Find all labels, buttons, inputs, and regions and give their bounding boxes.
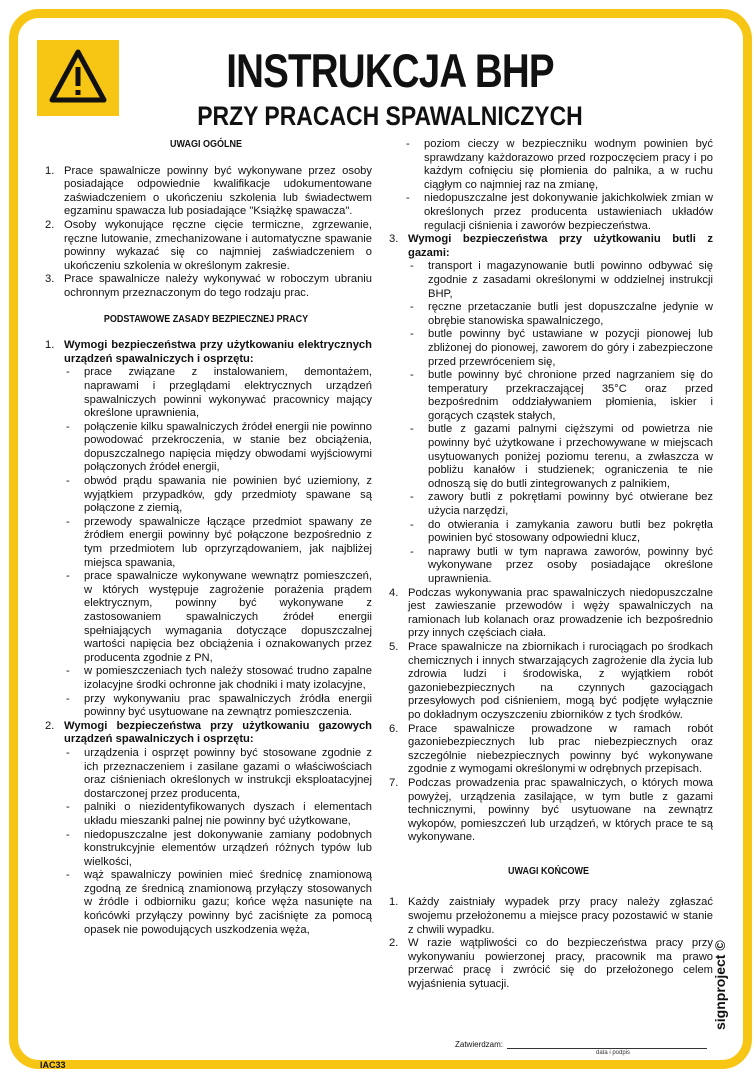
- left-column: [40, 138, 372, 937]
- list-item: 5. Prace spawalnicze na zbiornikach i rurociągach po środkach chemicznych i innych stwarzających zagrożenie dla życia lub zdrowia ludzi i środowiska, z wyjątkiem robót gazoniebezpiecznych na czynnych gazociągach przesyłowych pod ciśnieniem, mogą być podjęte wyłącznie po dokładnym oczyszczeniu zbiorników z tych środków.: [389, 640, 713, 721]
- final-list: [384, 896, 713, 991]
- list-item: 2. Osoby wykonujące ręczne cięcie termiczne, zgrzewanie, ręczne lutowanie, zmechanizowane i automatyczne spawanie powinny wykazać się co najmniej zaświadczeniem o ukończeniu szkolenia w określonym zakresie.: [45, 218, 372, 272]
- page-subtitle: PRZY PRACACH SPAWALNICZYCH: [197, 101, 583, 131]
- list-item: 6. Prace spawalnicze prowadzone w ramach robót gazoniebezpiecznych lub prac niebezpiecznych oraz szczególnie niebezpiecznych powinny być wykonywane zgodnie z wymogami określonymi w odrębnych przepisach.: [389, 722, 713, 776]
- list-item: 2. W razie wątpliwości co do bezpieczeństwa pracy przy wykonywaniu powierzonej pracy, pracownik ma prawo przerwać pracę i zwrócić się do przełożonego celem wyjaśnienia sytuacji.: [389, 937, 713, 991]
- sub-item: - butle z gazami palnymi cięższymi od powietrza nie powinny być użytkowane i przechowywane w miejscach usytuowanych poniżej poziomu terenu, a zwłaszcza w pobliżu kanałów i studzienek; ograniczenia te nie odnoszą się do butli zintegrowanych z palnikiem,: [410, 423, 713, 490]
- list-item: 1. Wymogi bezpieczeństwa przy użytkowaniu elektrycznych urządzeń spawalniczych i osprzętu: - prace związane z instalowaniem, demontażem, naprawami i przeglądami elektrycznych urządzeń spawalniczych powinni wykonywać pracownicy mający określone uprawnienia, - połączenie kilku spawalniczych źródeł energii nie powinno powodować przekroczenia, w stanie bez obciążenia, dopuszczalnego napięcia między obwodami wyjściowymi połączonych źródeł energii, - obwód prądu spawania nie powinien być uziemiony, z wyjątkiem przypadków, gdy przedmioty spawane są połączone z ziemią, - przewody spawalnicze łączące przedmiot spawany ze źródłem energii powinny być połączone bezpośrednio z tym przedmiotem lub oprzyrządowaniem, jak najbliżej miejsca spawania, - prace spawalnicze wykonywane wewnątrz pomieszczeń, w których występuje zagrożenie porażenia prądem elektrycznym, powinny być wykonywane z zastosowaniem spawalniczych źródeł energii spełniających wymagania dotyczące dopuszczalnej wartości napięcia bez obciążenia i oznakowanych przez producenta zgodnie z PN, - w pomieszczeniach tych należy stosować trudno zapalne izolacyjne środki ochronne jak chodniki i maty izolacyjne, - przy wykonywaniu prac spawalniczych źródła energii powinny być usytuowane na zewnątrz pomieszczenia.: [45, 339, 372, 719]
- sub-item: - urządzenia i osprzęt powinny być stosowane zgodnie z ich przeznaczeniem i zasilane gazami o właściwościach oraz ciśnieniach określonych w instrukcji eksploatacyjnej dostarczonej przez producenta,: [66, 746, 372, 800]
- sub-item: - ręczne przetaczanie butli jest dopuszczalne jedynie w obrębie stanowiska spawalniczego,: [410, 301, 713, 327]
- sub-item: - w pomieszczeniach tych należy stosować trudno zapalne izolacyjne środki ochronne jak chodniki i maty izolacyjne,: [66, 665, 372, 691]
- list-item: 1. Prace spawalnicze powinny być wykonywane przez osoby posiadające odpowiednie kwalifikacje udokumentowane zaświadczeniem o ukończeniu szkolenia lub świadectwem egzaminu spawacza lub posiadające "Książkę spawacza".: [45, 164, 372, 218]
- basic-list: [40, 339, 372, 937]
- sub-item: - połączenie kilku spawalniczych źródeł energii nie powinno powodować przekroczenia, w stanie bez obciążenia, dopuszczalnego napięcia między obwodami wyjściowymi połączonych źródeł energii,: [66, 420, 372, 474]
- sub-item: - obwód prądu spawania nie powinien być uziemiony, z wyjątkiem przypadków, gdy przedmioty spawane są połączone z ziemią,: [66, 475, 372, 515]
- list-item: 1. Każdy zaistniały wypadek przy pracy należy zgłaszać swojemu przełożonemu a miejsce pracy pozostawić w stanie z chwili wypadku.: [389, 896, 713, 936]
- section-heading-final: UWAGI KOŃCOWE: [508, 865, 589, 877]
- sub-item: - poziom cieczy w bezpieczniku wodnym powinien być sprawdzany każdorazowo przed rozpoczęciem pracy i po każdym cofnięciu się płomienia do palnika, a w ruchu ciągłym co najmniej raz na zmianę,: [406, 138, 713, 191]
- sub-item: - palniki o niezidentyfikowanych dyszach i elementach układu mieszanki palnej nie powinny być użytkowane,: [66, 801, 372, 827]
- brand-label: signproject ©: [712, 940, 728, 1030]
- warning-triangle-icon: [49, 48, 107, 106]
- section-heading-basic: PODSTAWOWE ZASADY BEZPIECZNEJ PRACY: [103, 313, 309, 325]
- list-item: 2. Wymogi bezpieczeństwa przy użytkowaniu gazowych urządzeń spawalniczych i osprzętu: - urządzenia i osprzęt powinny być stosowane zgodnie z ich przeznaczeniem i zasilane gazami o właściwościach oraz ciśnieniach określonych w instrukcji eksploatacyjnej dostarczonej przez producenta, - palniki o niezidentyfikowanych dyszach i elementach układu mieszanki palnej nie powinny być użytkowane, - niedopuszczalne jest dokonywanie zamiany podobnych konstrukcyjnie elementów urządzeń różnych typów lub wielkości, - wąż spawalniczy powinien mieć średnicę znamionową zgodną ze średnicą znamionową przyłączy stosowanych w źródle i odbiorniku gazu; końce węża nasunięte na końcówki przyłączy powinny być zaciśnięte za pomocą opasek nie powodujących uszkodzenia węża,: [45, 719, 372, 936]
- approval-line: [455, 1040, 707, 1049]
- list-item: 7. Podczas prowadzenia prac spawalniczych, o których mowa powyżej, urządzenia zasilające, w tym butle z gazami technicznymi, powinny być usytuowane na zewnątrz wykopów, pomieszczeń lub urządzeń, w których prace te są wykonywane.: [389, 776, 713, 844]
- list-item: 3. Prace spawalnicze należy wykonywać w roboczym ubraniu ochronnym przeznaczonym do tego rodzaju prac.: [45, 273, 372, 299]
- sub-item: - niedopuszczalne jest dokonywanie jakichkolwiek zmian w określonych przez producenta ustawieniach układów regulacji ciśnienia i zaworów bezpieczeństwa.: [406, 192, 713, 232]
- right-column: [384, 138, 713, 992]
- section-heading-general: UWAGI OGÓLNE: [170, 139, 242, 150]
- sub-item: - wąż spawalniczy powinien mieć średnicę znamionową zgodną ze średnicą znamionową przyłączy stosowanych w źródle i odbiorniku gazu; końce węża nasunięte na końcówki przyłączy powinny być zaciśnięte za pomocą opasek nie powodujących uszkodzenia węża,: [66, 869, 372, 936]
- sign-code: IAC33: [40, 1060, 66, 1070]
- warning-box: [37, 40, 119, 116]
- sub-item: - przy wykonywaniu prac spawalniczych źródła energii powinny być usytuowane na zewnątrz pomieszczenia.: [66, 692, 372, 719]
- list-item: 4. Podczas wykonywania prac spawalniczych niedopuszczalne jest zawieszanie przewodów i węży spawalniczych na ramionach lub kolanach oraz prowadzenie ich bezpośrednio przy innych częściach ciała.: [389, 586, 713, 640]
- sub-item: - niedopuszczalne jest dokonywanie zamiany podobnych konstrukcyjnie elementów urządzeń różnych typów lub wielkości,: [66, 828, 372, 868]
- signature-sublabel: data i podpis: [596, 1050, 631, 1056]
- basic-list-continued: [384, 233, 713, 845]
- sub-item: - prace związane z instalowaniem, demontażem, naprawami i przeglądami elektrycznych urządzeń spawalniczych powinni wykonywać pracownicy mający określone uprawnienia,: [66, 366, 372, 420]
- sub-item: - naprawy butli w tym naprawa zaworów, powinny być wykonywane przez osoby posiadające określone uprawnienia.: [410, 545, 713, 585]
- sub-item: - butle powinny być chronione przed nagrzaniem się do temperatury przekraczającej 35°C oraz przed bezpośrednim oddziaływaniem płomienia, iskier i gorących cząstek stałych,: [410, 369, 713, 422]
- sub-item: - prace spawalnicze wykonywane wewnątrz pomieszczeń, w których występuje zagrożenie porażenia prądem elektrycznym, powinny być wykonywane z zastosowaniem spawalniczych źródeł energii spełniających wymagania dotyczące dopuszczalnej wartości napięcia bez obciążenia i oznakowanych przez producenta zgodnie z PN,: [66, 570, 372, 664]
- approve-label: Zatwierdzam:: [455, 1040, 504, 1049]
- sub-item: - przewody spawalnicze łączące przedmiot spawany ze źródłem energii powinny być połączone bezpośrednio z tym przedmiotem lub oprzyrządowaniem, jak najbliżej miejsca spawania,: [66, 515, 372, 569]
- list-item: 3. Wymogi bezpieczeństwa przy użytkowaniu butli z gazami: - transport i magazynowanie butli powinno odbywać się zgodnie z zasadami określonymi w oddzielnej instrukcji BHP, - ręczne przetaczanie butli jest dopuszczalne jedynie w obrębie stanowiska spawalniczego, - butle powinny być ustawiane w pozycji pionowej lub zbliżonej do pionowej, zaworem do góry i zabezpieczone przed przewróceniem się, - butle powinny być chronione przed nagrzaniem się do temperatury przekraczającej 35°C oraz przed bezpośrednim oddziaływaniem płomienia, iskier i gorących cząstek stałych, - butle z gazami palnymi cięższymi od powietrza nie powinny być użytkowane i przechowywane w miejscach usytuowanych poniżej poziomu terenu, a zwłaszcza w pobliżu kanałów i studzienek; ograniczenia te nie odnoszą się do butli zintegrowanych z palnikiem, - zawory butli z pokrętłami powinny być otwierane bez użycia narzędzi, - do otwierania i zamykania zaworu butli bez pokrętła powinien być stosowany odpowiedni klucz, - naprawy butli w tym naprawa zaworów, powinny być wykonywane przez osoby posiadające określone uprawnienia.: [389, 233, 713, 585]
- sub-item: - transport i magazynowanie butli powinno odbywać się zgodnie z zasadami określonymi w oddzielnej instrukcji BHP,: [410, 260, 713, 300]
- general-list: [40, 165, 372, 301]
- sub-item: - do otwierania i zamykania zaworu butli bez pokrętła powinien być stosowany odpowiedni klucz,: [410, 518, 713, 545]
- sub-item: - zawory butli z pokrętłami powinny być otwierane bez użycia narzędzi,: [410, 491, 713, 518]
- sub-item: - butle powinny być ustawiane w pozycji pionowej lub zbliżonej do pionowej, zaworem do góry i zabezpieczone przed przewróceniem się,: [410, 328, 713, 368]
- page-title: INSTRUKCJA BHP: [226, 44, 554, 97]
- signature-line: [507, 1048, 707, 1049]
